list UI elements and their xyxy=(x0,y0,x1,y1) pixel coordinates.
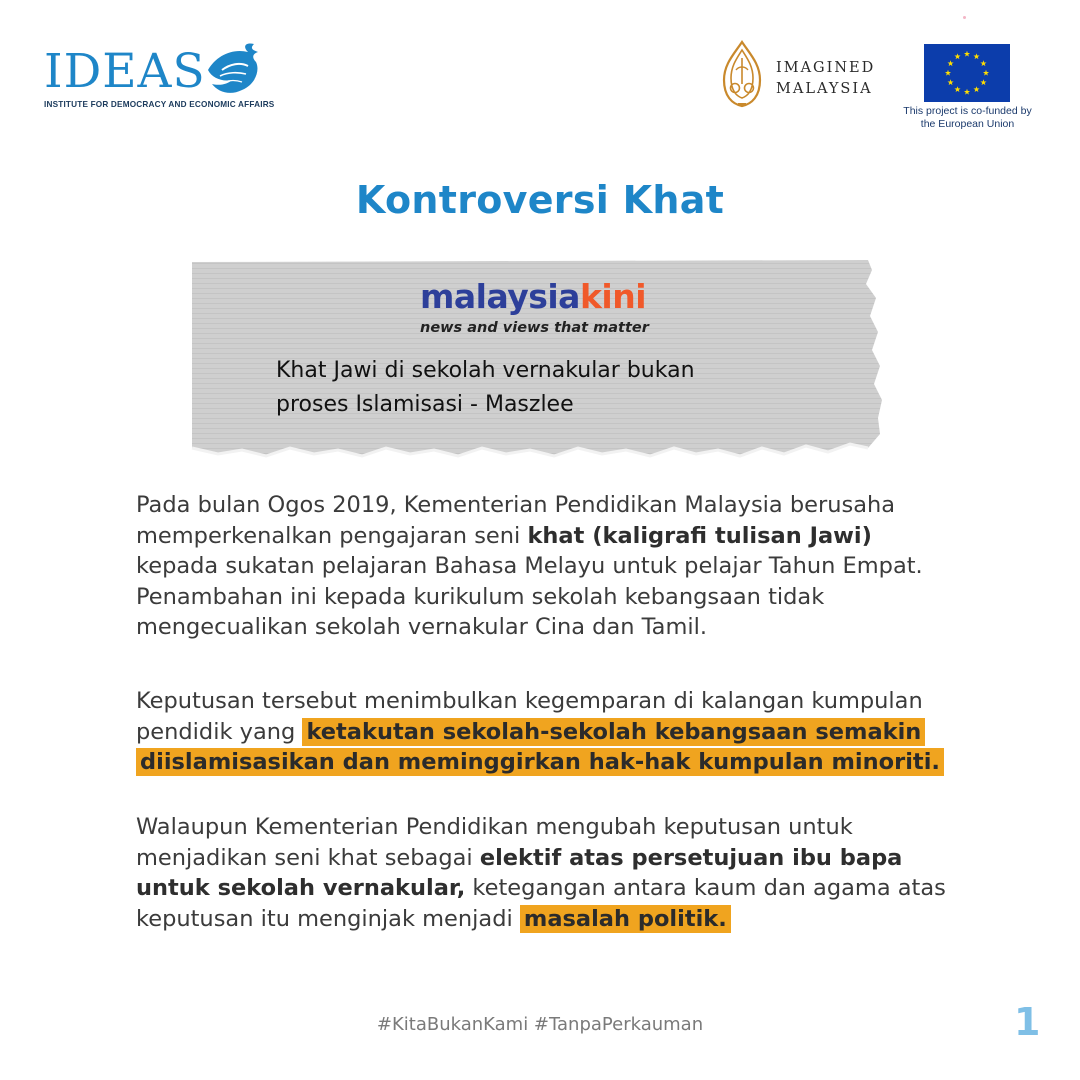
p1-text1: Pada bulan Ogos 2019, Kementerian Pendidikan Malaysia berusaha memperkenalkan pengajaran seni xyxy=(136,492,896,549)
eu-star xyxy=(980,60,986,66)
imagined-line1: IMAGINED xyxy=(776,60,876,76)
p3-highlight: masalah politik. xyxy=(520,905,731,933)
news-headline xyxy=(276,354,856,422)
brand-malaysia: malaysia xyxy=(420,277,580,316)
brand-tagline: news and views that matter xyxy=(420,320,649,336)
eu-star xyxy=(964,89,970,95)
eu-caption xyxy=(890,105,1045,131)
p1-text2: kepada sukatan pelajaran Bahasa Melayu untuk pelajar Tahun Empat. Penambahan ini kepada kurikulum sekolah kebangsaan tidak mengecualikan sekolah vernakular Cina dan Tamil. xyxy=(136,553,923,640)
p3-text2: ketegangan antara kaum dan agama atas keputusan itu menginjak menjadi xyxy=(136,875,946,932)
eu-caption-line2: the European Union xyxy=(920,118,1015,130)
eu-star xyxy=(964,51,970,57)
headline-line1: Khat Jawi di sekolah vernakular bukan xyxy=(276,358,695,383)
p2-text1: Keputusan tersebut menimbulkan kegemparan di kalangan kumpulan pendidik yang xyxy=(136,688,923,745)
eu-caption-line1: This project is co-funded by xyxy=(903,105,1032,117)
news-clipping xyxy=(188,258,888,468)
page-title: Kontroversi Khat xyxy=(355,178,725,222)
wayang-emblem-icon xyxy=(720,40,764,108)
malaysiakini-logo xyxy=(420,277,647,316)
eu-star xyxy=(954,86,960,92)
eu-flag-icon xyxy=(924,44,1010,102)
eu-star xyxy=(973,86,979,92)
headline-line2: proses Islamisasi - Maszlee xyxy=(276,392,574,417)
eu-star xyxy=(948,79,954,85)
eu-stars xyxy=(924,44,1010,102)
ideas-bird-icon xyxy=(202,40,268,98)
eu-star xyxy=(954,53,960,59)
eu-star xyxy=(983,70,989,76)
paragraph-3 xyxy=(136,812,956,934)
eu-star xyxy=(948,60,954,66)
decorative-dot xyxy=(963,16,966,19)
eu-star xyxy=(980,79,986,85)
page-number: 1 xyxy=(1014,1000,1041,1044)
p1-bold1: khat (kaligrafi tulisan Jawi) xyxy=(527,522,872,549)
hashtags: #KitaBukanKami #TanpaPerkauman xyxy=(376,1014,704,1035)
ideas-wordmark: IDEAS xyxy=(44,44,206,99)
brand-kini: kini xyxy=(579,277,647,316)
imagined-malaysia-logo xyxy=(720,40,900,110)
eu-star xyxy=(973,53,979,59)
paragraph-1 xyxy=(136,490,956,643)
p2-highlight: ketakutan sekolah-sekolah kebangsaan semakin diislamisasikan dan meminggirkan hak-hak kumpulan minoriti. xyxy=(136,718,944,777)
p3-bold1: elektif atas persetujuan ibu bapa untuk sekolah vernakular, xyxy=(136,844,903,901)
imagined-line2: MALAYSIA xyxy=(776,81,873,97)
ideas-subtitle: INSTITUTE FOR DEMOCRACY AND ECONOMIC AFFAIRS xyxy=(44,100,275,109)
ideas-logo xyxy=(44,40,284,120)
eu-star xyxy=(945,70,951,76)
paragraph-2 xyxy=(136,686,956,778)
p3-text1: Walaupun Kementerian Pendidikan mengubah keputusan untuk menjadikan seni khat sebagai xyxy=(136,814,853,871)
